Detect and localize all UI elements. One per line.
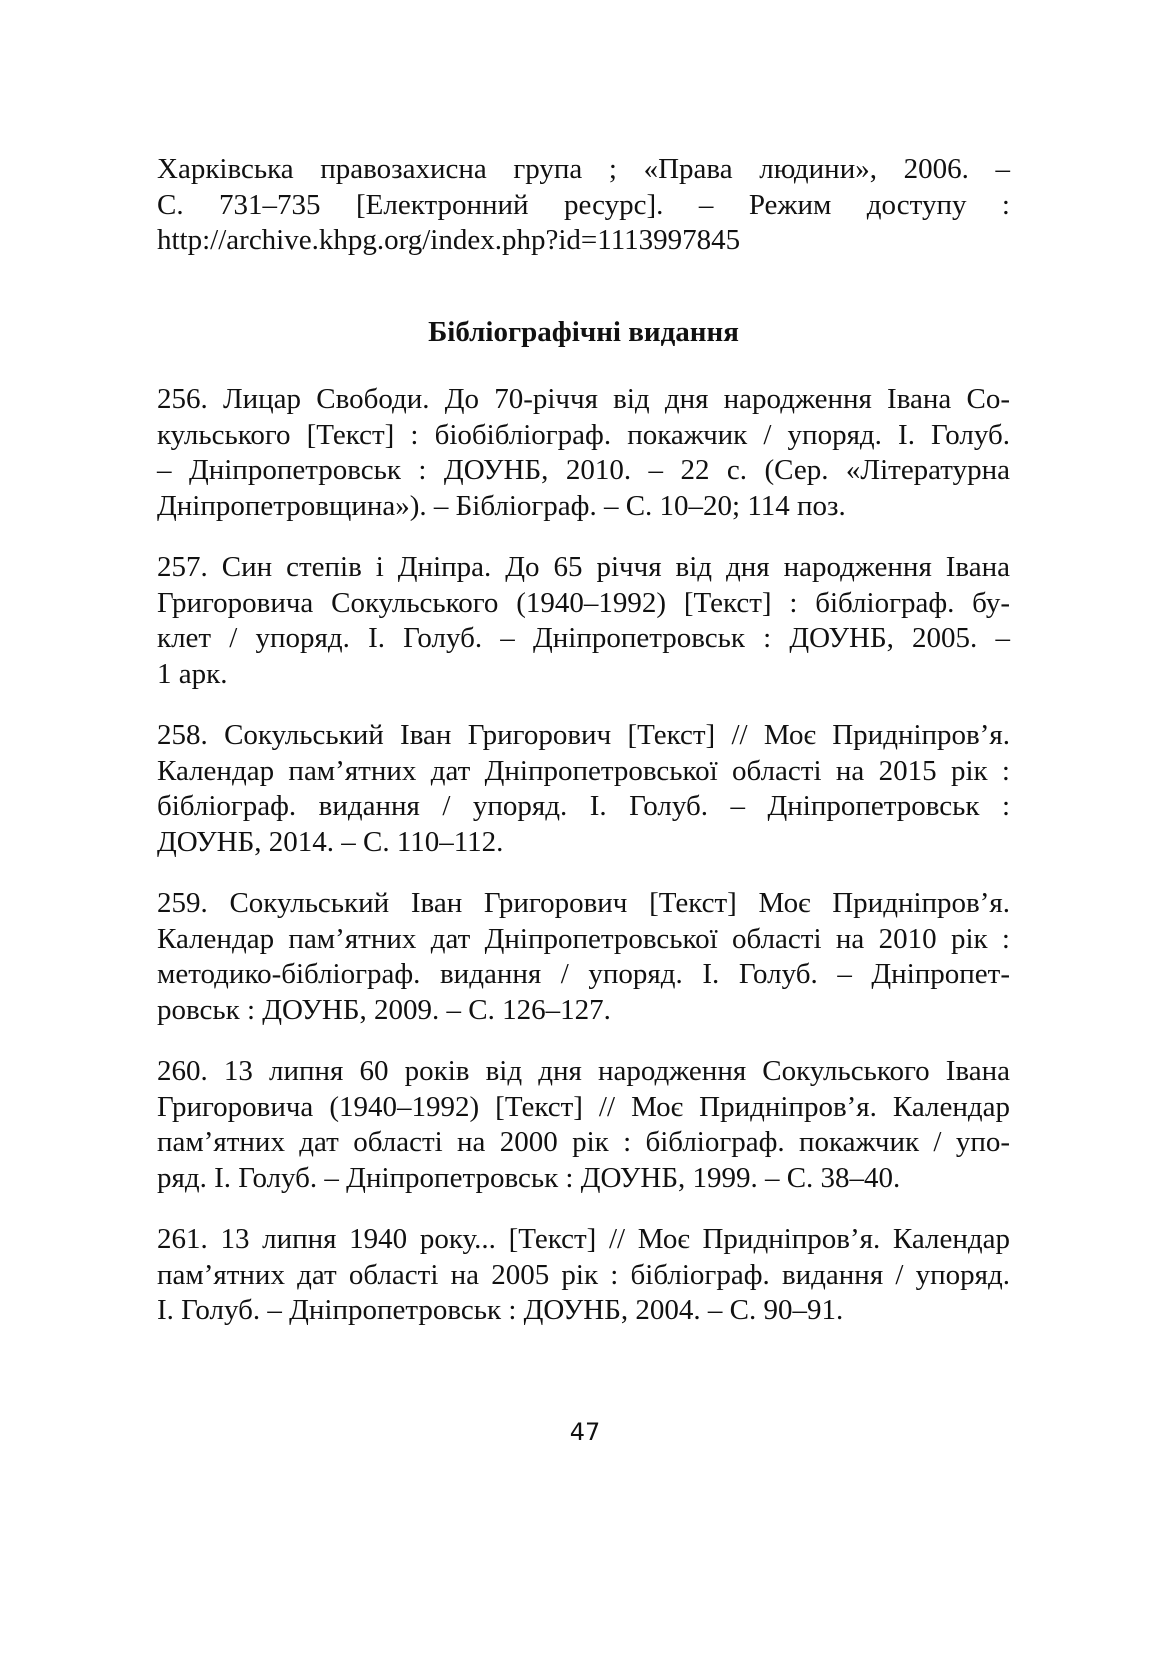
text-line: кульського [Текст] : біобібліограф. покажчик / упоряд. І. Голуб. xyxy=(157,418,1010,451)
text-line: пам’ятних дат області на 2000 рік : бібліограф. покажчик / упо- xyxy=(157,1126,1010,1158)
text-line: 259. Сокульський Іван Григорович [Текст] Моє Придніпров’я. xyxy=(157,887,1010,919)
text-line: 260. 13 липня 60 років від дня народження Сокульського Івана xyxy=(157,1055,1010,1087)
bibliography-entry-261 xyxy=(157,1222,1010,1329)
text-line: С. 731–735 [Електронний ресурс]. – Режим доступу : xyxy=(157,188,1010,221)
text-line: 1 арк. xyxy=(157,657,228,690)
text-line: бібліограф. видання / упоряд. І. Голуб. – Дніпропетровськ : xyxy=(157,790,1010,822)
section-heading: Бібліографічні видання xyxy=(428,316,739,348)
text-line: пам’ятних дат області на 2005 рік : бібліограф. видання / упоряд. xyxy=(157,1258,1010,1291)
bibliography-entry-258 xyxy=(157,718,1010,860)
text-line: 257. Син степів і Дніпра. До 65 річчя від дня народження Івана xyxy=(157,551,1010,583)
text-line: ровськ : ДОУНБ, 2009. – С. 126–127. xyxy=(157,993,611,1026)
text-line: Календар пам’ятних дат Дніпропетровської області на 2015 рік : xyxy=(157,754,1010,787)
text-line: Календар пам’ятних дат Дніпропетровської області на 2010 рік : xyxy=(157,922,1010,955)
continuation-paragraph xyxy=(157,152,1010,259)
text-line: – Дніпропетровськ : ДОУНБ, 2010. – 22 с. (Сер. «Літературна xyxy=(157,454,1010,486)
text-line: ряд. І. Голуб. – Дніпропетровськ : ДОУНБ, 1999. – С. 38–40. xyxy=(157,1161,901,1194)
text-line: 256. Лицар Свободи. До 70-річчя від дня народження Івана Со- xyxy=(157,383,1010,415)
text-line: Дніпропетровщина»). – Бібліограф. – С. 10–20; 114 поз. xyxy=(157,489,846,522)
text-line: 258. Сокульський Іван Григорович [Текст] // Моє Придніпров’я. xyxy=(157,719,1010,751)
text-line: методико-бібліограф. видання / упоряд. І. Голуб. – Дніпропет- xyxy=(157,958,1010,990)
text-line: Григоровича (1940–1992) [Текст] // Моє Придніпров’я. Календар xyxy=(157,1090,1010,1123)
bibliography-entry-259 xyxy=(157,886,1010,1028)
text-line: ДОУНБ, 2014. – С. 110–112. xyxy=(157,825,504,858)
text-line: 261. 13 липня 1940 року... [Текст] // Моє Придніпров’я. Календар xyxy=(157,1223,1010,1255)
page-number: 47 xyxy=(569,1418,601,1446)
bibliography-entry-257 xyxy=(157,550,1010,692)
text-line: І. Голуб. – Дніпропетровськ : ДОУНБ, 2004. – С. 90–91. xyxy=(157,1294,844,1326)
text-line: Григоровича Сокульського (1940–1992) [Текст] : бібліограф. бу- xyxy=(157,586,1010,619)
text-line: Харківська правозахисна група ; «Права людини», 2006. – xyxy=(157,153,1010,185)
text-line: http://archive.khpg.org/index.php?id=1113997845 xyxy=(157,224,741,256)
bibliography-entry-256 xyxy=(157,382,1010,524)
bibliography-entry-260 xyxy=(157,1054,1010,1196)
text-line: клет / упоряд. І. Голуб. – Дніпропетровськ : ДОУНБ, 2005. – xyxy=(157,622,1010,654)
